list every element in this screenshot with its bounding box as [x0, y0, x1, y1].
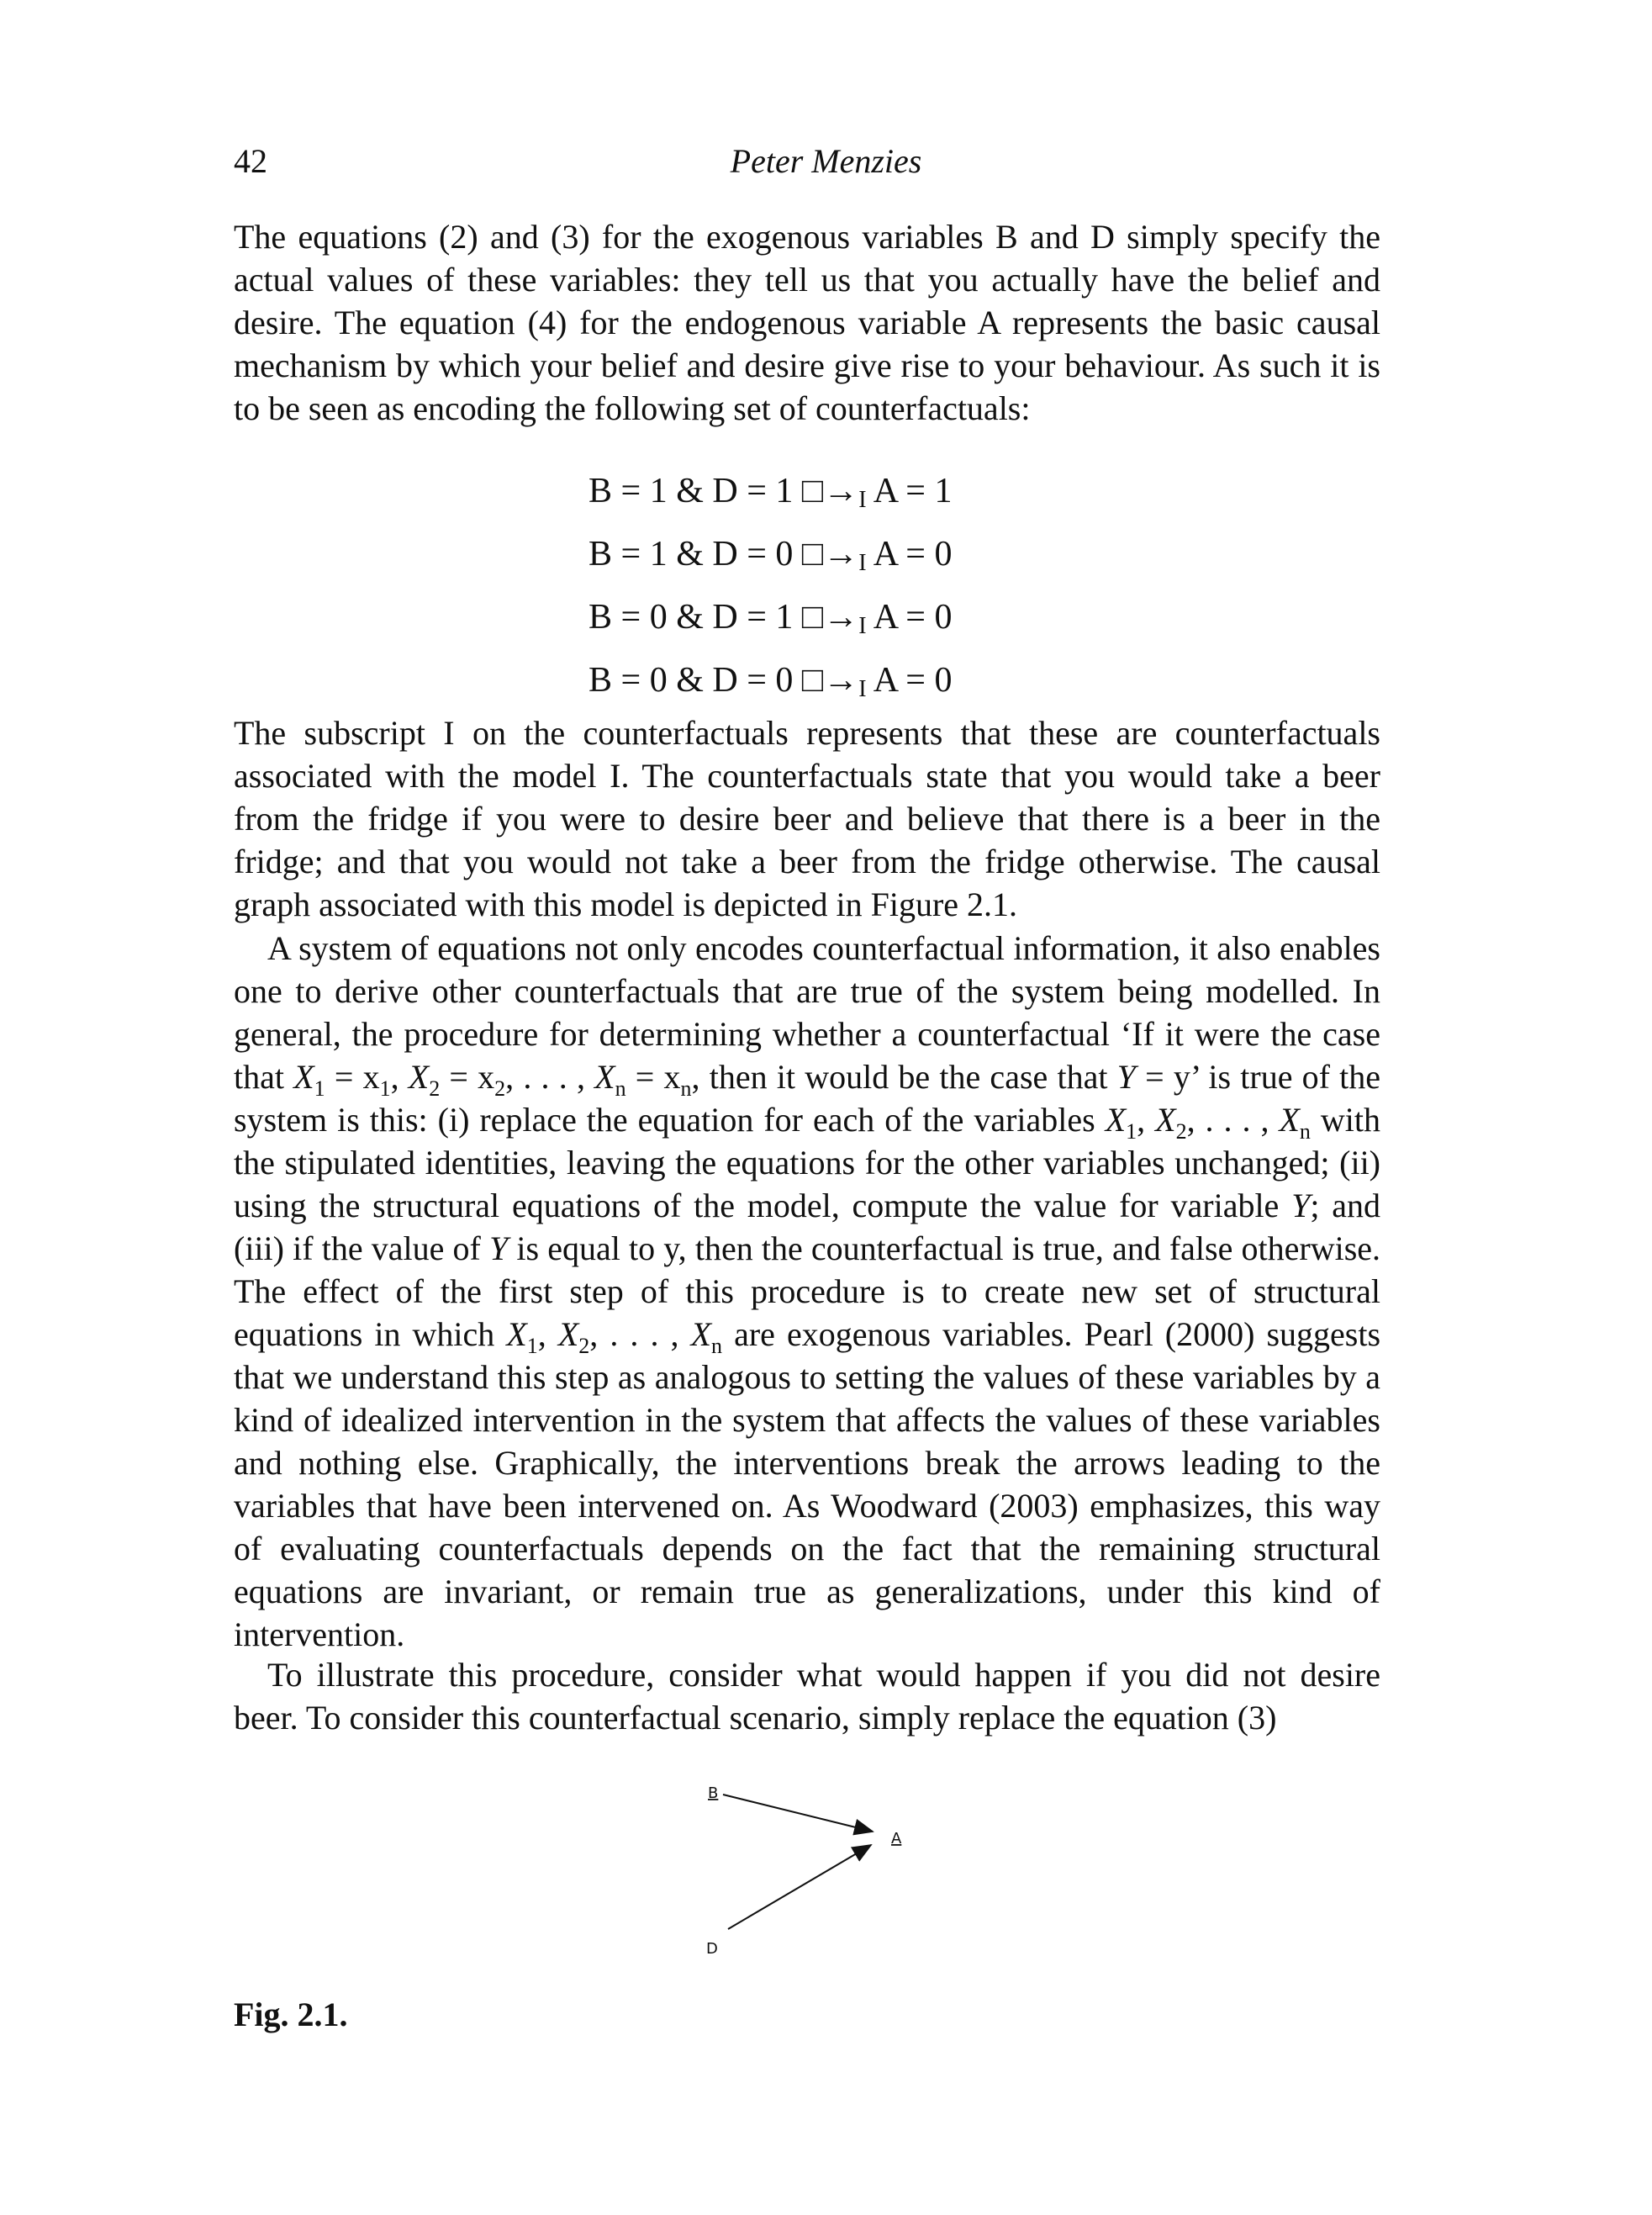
paragraph-1: The equations (2) and (3) for the exogenous variables B and D simply specify the actual values of these variables: they tell us that you actually have the belief and desire. The equation (4) for the endogenous variable A represents the basic causal mechanism by which your belief and desire give rise to your behaviour. As such it is to be seen as encoding the following set of counterfactuals: [234, 218, 1380, 427]
running-head: Peter Menzies [730, 142, 922, 180]
node-a: A [891, 1830, 902, 1848]
page-number: 42 [234, 142, 267, 180]
paragraph-3: A system of equations not only encodes counterfactual information, it also enables one to derive other counterfactuals that are true of the system being modelled. In general, the procedure for determining whether a counterfactual ‘If it were the case that $X_1 = x_1$, $X_2 = x_2$, . . . , $X_n = x_n$, then it would be the case that Y = y’ is true of the system is this: (i) replace the equation for each of the variables $X_1$, $X_2$, . . . , $X_n$ with the stipulated identities, leaving the equations for the other variables unchanged; (ii) using the structural equations of the model, compute the value for variable Y; and (iii) if the value of Y is equal to y, then the counterfactual is true, and false otherwise. The effect of the first step of this procedure is to create new set of structural equations in which $X_1$, $X_2$, . . . , $X_n$ are exogenous variables. Pearl (2000) suggests that we understand this step as analogous to setting the values of these variables by a kind of idealized intervention in the system that affects the values of these variables and nothing else. Graphically, the interventions break the arrows leading to the variables that have been intervened on. As Woodward (2003) emphasizes, this way of evaluating counterfactuals depends on the fact that the remaining structural equations are invariant, or remain true as generalizations, under this kind of intervention. [234, 929, 1381, 1653]
edge-d-to-a [728, 1845, 871, 1929]
edge-b-to-a [723, 1795, 873, 1832]
paragraph-4: To illustrate this procedure, consider what would happen if you did not desire beer. To consider this counterfactual scenario, simply replace the equation (3) [234, 1656, 1380, 1737]
counterfactual-row-1: B = 1 & D = 1 $□\to_I$ A = 1 [588, 472, 953, 513]
node-b: B [708, 1784, 719, 1802]
counterfactual-row-2: B = 1 & D = 0 $□\to_I$ A = 0 [588, 535, 953, 576]
figure-caption: Fig. 2.1. [234, 1996, 348, 2033]
counterfactual-list [588, 464, 952, 716]
node-d: D [706, 1940, 718, 1958]
counterfactual-row-4: B = 0 & D = 0 $□\to_I$ A = 0 [588, 661, 953, 702]
counterfactual-row-3: B = 0 & D = 1 $□\to_I$ A = 0 [588, 598, 953, 639]
causal-graph-figure [689, 1774, 942, 1976]
paragraph-2: The subscript I on the counterfactuals represents that these are counterfactuals associated with the model I. The counterfactuals state that you would take a beer from the fridge if you were to desire beer and believe that there is a beer in the fridge; and that you would not take a beer from the fridge otherwise. The causal graph associated with this model is depicted in Figure 2.1. [234, 714, 1380, 923]
